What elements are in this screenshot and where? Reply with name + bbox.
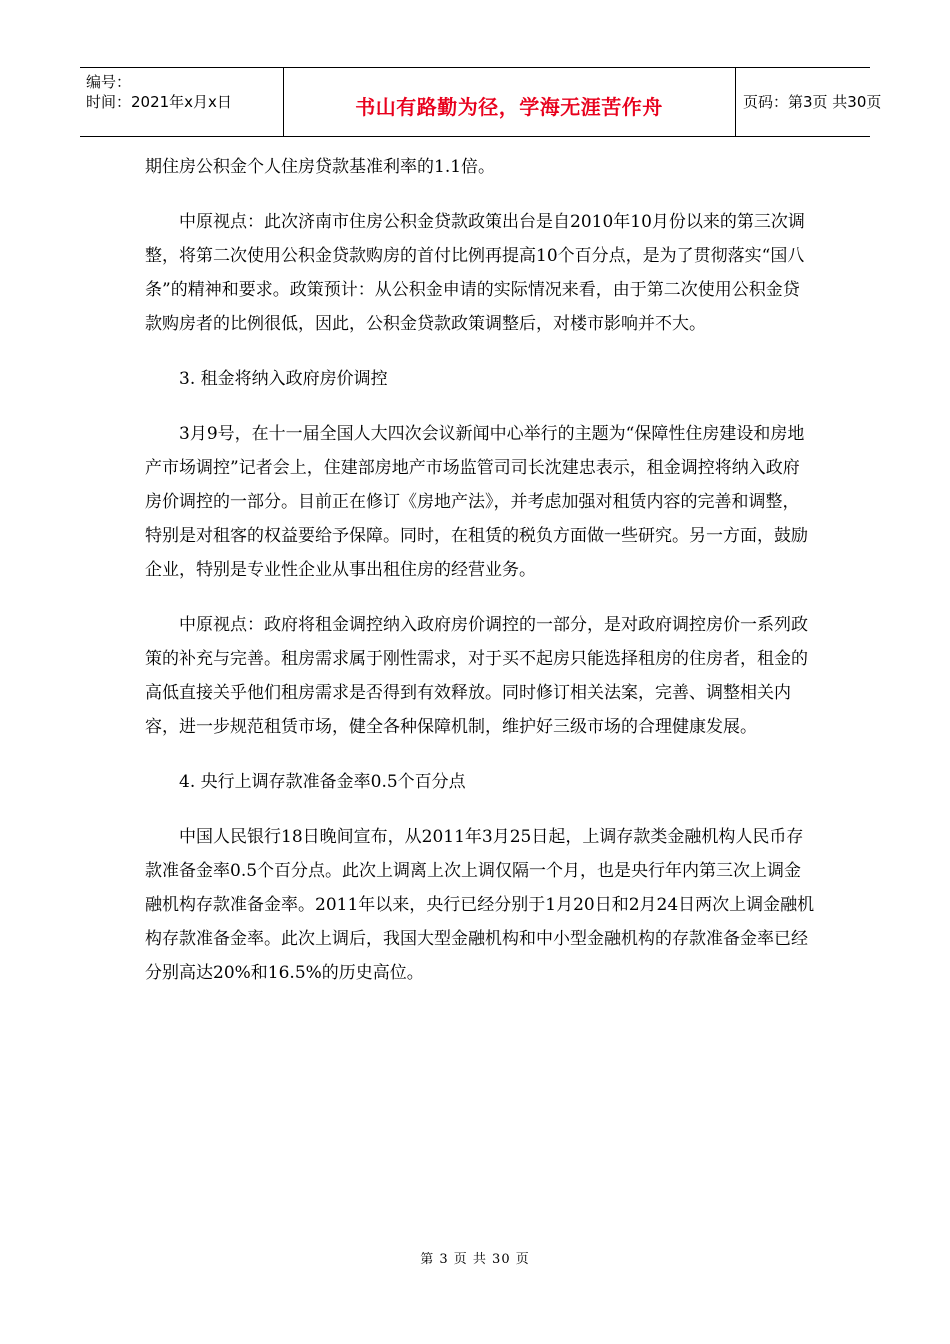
motto: 书山有路勤为径，学海无涯苦作舟 bbox=[355, 95, 663, 119]
header-motto-cell bbox=[283, 68, 736, 136]
paragraph: 中国人民银行18日晚间宣布，从2011年3月25日起，上调存款类金融机构人民币存款准备金率0.5个百分点。此次上调离上次上调仅隔一个月，也是央行年内第三次上调金融机构存款准备金率。2011年以来，央行已经分别于1月20日和2月24日两次上调金融机构存款准备金率。此次上调后，我国大型金融机构和中小型金融机构的存款准备金率已经分别高达20%和16.5%的历史高位。 bbox=[145, 827, 815, 983]
paragraph: 3月9号，在十一届全国人大四次会议新闻中心举行的主题为“保障性住房建设和房地产市场调控”记者会上，住建部房地产市场监管司司长沈建忠表示，租金调控将纳入政府房价调控的一部分。目前正在修订《房地产法》，并考虑加强对租赁内容的完善和调整，特别是对租客的权益要给予保障。同时，在租赁的税负方面做一些研究。另一方面，鼓励企业，特别是专业性企业从事出租住房的经营业务。 bbox=[145, 424, 808, 580]
header-meta-cell bbox=[80, 68, 284, 136]
page-indicator: 页码：第3页 共30页 bbox=[743, 93, 882, 111]
header-page-cell bbox=[737, 68, 882, 136]
number-label: 编号： bbox=[86, 73, 132, 91]
body-text bbox=[145, 150, 815, 1011]
section-heading: 3. 租金将纳入政府房价调控 bbox=[179, 369, 388, 389]
paragraph: 中原视点：此次济南市住房公积金贷款政策出台是自2010年10月份以来的第三次调整，将第二次使用公积金贷款购房的首付比例再提高10个百分点，是为了贯彻落实“国八条”的精神和要求。政策预计：从公积金申请的实际情况来看，由于第二次使用公积金贷款购房者的比例很低，因此，公积金贷款政策调整后，对楼市影响并不大。 bbox=[145, 212, 805, 334]
section-heading: 4. 央行上调存款准备金率0.5个百分点 bbox=[179, 772, 466, 792]
paragraph: 期住房公积金个人住房贷款基准利率的1.1倍。 bbox=[145, 157, 496, 177]
page-header bbox=[80, 67, 882, 137]
paragraph: 中原视点：政府将租金调控纳入政府房价调控的一部分，是对政府调控房价一系列政策的补充与完善。租房需求属于刚性需求，对于买不起房只能选择租房的住房者，租金的高低直接关乎他们租房需求是否得到有效释放。同时修订相关法案，完善、调整相关内容，进一步规范租赁市场，健全各种保障机制，维护好三级市场的合理健康发展。 bbox=[145, 615, 808, 737]
page-footer: 第 3 页 共 30 页 bbox=[420, 1252, 530, 1267]
date-label: 时间：2021年x月x日 bbox=[86, 93, 232, 111]
